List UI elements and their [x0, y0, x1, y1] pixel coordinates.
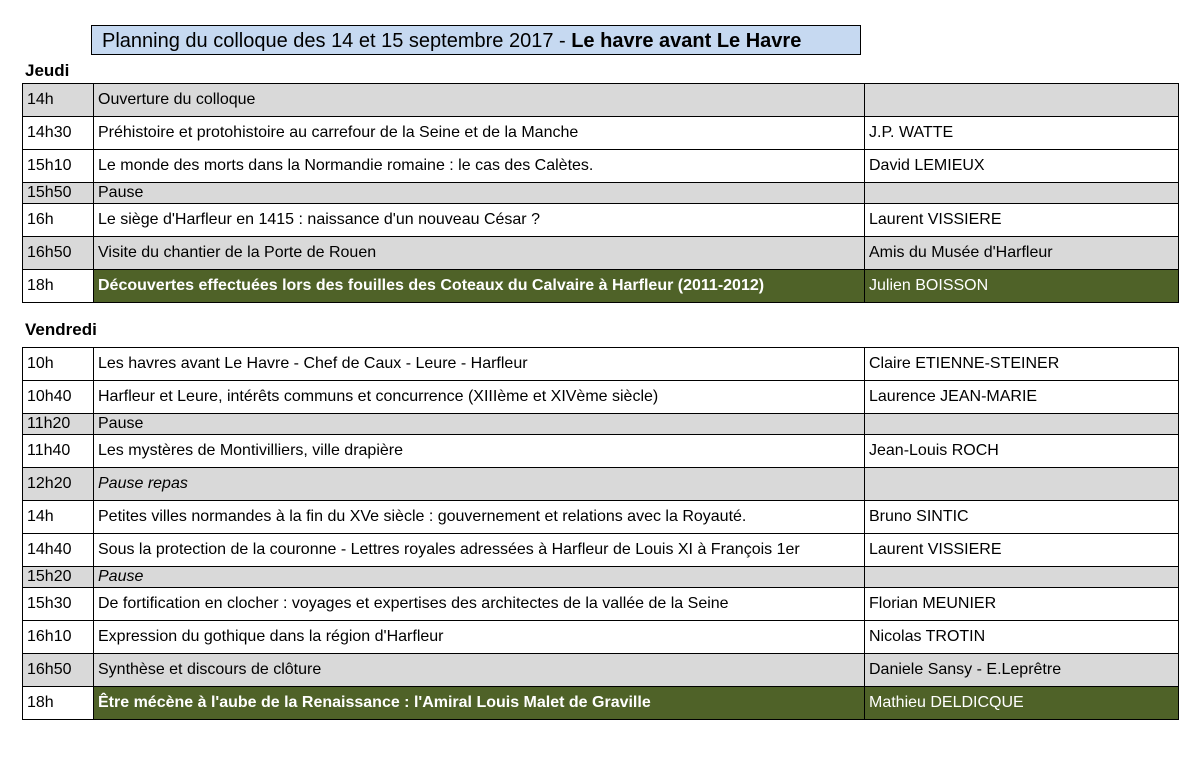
time-cell: 14h30 — [23, 117, 94, 150]
table-row — [23, 468, 1179, 501]
table-row — [23, 204, 1179, 237]
table-row — [23, 435, 1179, 468]
time-cell: 12h20 — [23, 468, 94, 501]
table-row — [23, 183, 1179, 204]
title-cell: Le siège d'Harfleur en 1415 : naissance d'un nouveau César ? — [94, 204, 865, 237]
speaker-cell — [865, 414, 1179, 435]
title-cell: Ouverture du colloque — [94, 84, 865, 117]
time-cell: 10h — [23, 348, 94, 381]
speaker-cell: Amis du Musée d'Harfleur — [865, 237, 1179, 270]
time-cell: 14h — [23, 84, 94, 117]
table-row — [23, 534, 1179, 567]
speaker-cell: Daniele Sansy - E.Leprêtre — [865, 654, 1179, 687]
time-cell: 15h30 — [23, 588, 94, 621]
day-label-jeudi: Jeudi — [25, 61, 70, 80]
speaker-cell — [865, 567, 1179, 588]
schedule-table-jeudi — [22, 83, 1179, 303]
title-cell: Sous la protection de la couronne - Lettres royales adressées à Harfleur de Louis XI à François 1er — [94, 534, 865, 567]
title-cell: Synthèse et discours de clôture — [94, 654, 865, 687]
speaker-cell — [865, 84, 1179, 117]
speaker-cell: Nicolas TROTIN — [865, 621, 1179, 654]
speaker-cell: Jean-Louis ROCH — [865, 435, 1179, 468]
table-row — [23, 381, 1179, 414]
title-cell: Être mécène à l'aube de la Renaissance : l'Amiral Louis Malet de Graville — [94, 687, 865, 720]
table-row — [23, 237, 1179, 270]
speaker-cell: Mathieu DELDICQUE — [865, 687, 1179, 720]
title-cell: Visite du chantier de la Porte de Rouen — [94, 237, 865, 270]
title-cell: Pause — [94, 183, 865, 204]
schedule-table-vendredi — [22, 347, 1179, 720]
title-cell: Découvertes effectuées lors des fouilles des Coteaux du Calvaire à Harfleur (2011-2012) — [94, 270, 865, 303]
table-row — [23, 150, 1179, 183]
title-cell: Pause — [94, 567, 865, 588]
speaker-cell: Bruno SINTIC — [865, 501, 1179, 534]
time-cell: 15h10 — [23, 150, 94, 183]
time-cell: 18h — [23, 687, 94, 720]
title-cell: De fortification en clocher : voyages et expertises des architectes de la vallée de la Seine — [94, 588, 865, 621]
time-cell: 11h20 — [23, 414, 94, 435]
table-row — [23, 687, 1179, 720]
speaker-cell: J.P. WATTE — [865, 117, 1179, 150]
table-row — [23, 414, 1179, 435]
title-cell: Harfleur et Leure, intérêts communs et concurrence (XIIIème et XIVème siècle) — [94, 381, 865, 414]
time-cell: 18h — [23, 270, 94, 303]
table-row — [23, 588, 1179, 621]
speaker-cell: Julien BOISSON — [865, 270, 1179, 303]
time-cell: 11h40 — [23, 435, 94, 468]
time-cell: 15h50 — [23, 183, 94, 204]
title-cell: Les havres avant Le Havre - Chef de Caux - Leure - Harfleur — [94, 348, 865, 381]
time-cell: 10h40 — [23, 381, 94, 414]
table-row — [23, 621, 1179, 654]
title-cell: Le monde des morts dans la Normandie romaine : le cas des Calètes. — [94, 150, 865, 183]
title-cell: Expression du gothique dans la région d'Harfleur — [94, 621, 865, 654]
title-cell: Pause repas — [94, 468, 865, 501]
page-title — [91, 25, 861, 55]
title-cell: Les mystères de Montivilliers, ville drapière — [94, 435, 865, 468]
day-label-vendredi: Vendredi — [25, 320, 97, 339]
title-cell: Pause — [94, 414, 865, 435]
speaker-cell: Florian MEUNIER — [865, 588, 1179, 621]
table-row — [23, 567, 1179, 588]
title-prefix: Planning du colloque des 14 et 15 septembre 2017 - — [102, 30, 572, 52]
title-bold: Le havre avant Le Havre — [571, 30, 802, 52]
time-cell: 14h40 — [23, 534, 94, 567]
title-cell: Préhistoire et protohistoire au carrefour de la Seine et de la Manche — [94, 117, 865, 150]
title-cell: Petites villes normandes à la fin du XVe siècle : gouvernement et relations avec la Royauté. — [94, 501, 865, 534]
time-cell: 16h50 — [23, 237, 94, 270]
table-row — [23, 501, 1179, 534]
speaker-cell: Laurent VISSIERE — [865, 534, 1179, 567]
table-row — [23, 654, 1179, 687]
time-cell: 16h — [23, 204, 94, 237]
speaker-cell — [865, 468, 1179, 501]
speaker-cell: Laurence JEAN-MARIE — [865, 381, 1179, 414]
table-row — [23, 348, 1179, 381]
time-cell: 16h50 — [23, 654, 94, 687]
table-row — [23, 117, 1179, 150]
table-row — [23, 270, 1179, 303]
table-row — [23, 84, 1179, 117]
speaker-cell: David LEMIEUX — [865, 150, 1179, 183]
speaker-cell — [865, 183, 1179, 204]
time-cell: 15h20 — [23, 567, 94, 588]
time-cell: 16h10 — [23, 621, 94, 654]
time-cell: 14h — [23, 501, 94, 534]
speaker-cell: Laurent VISSIERE — [865, 204, 1179, 237]
speaker-cell: Claire ETIENNE-STEINER — [865, 348, 1179, 381]
